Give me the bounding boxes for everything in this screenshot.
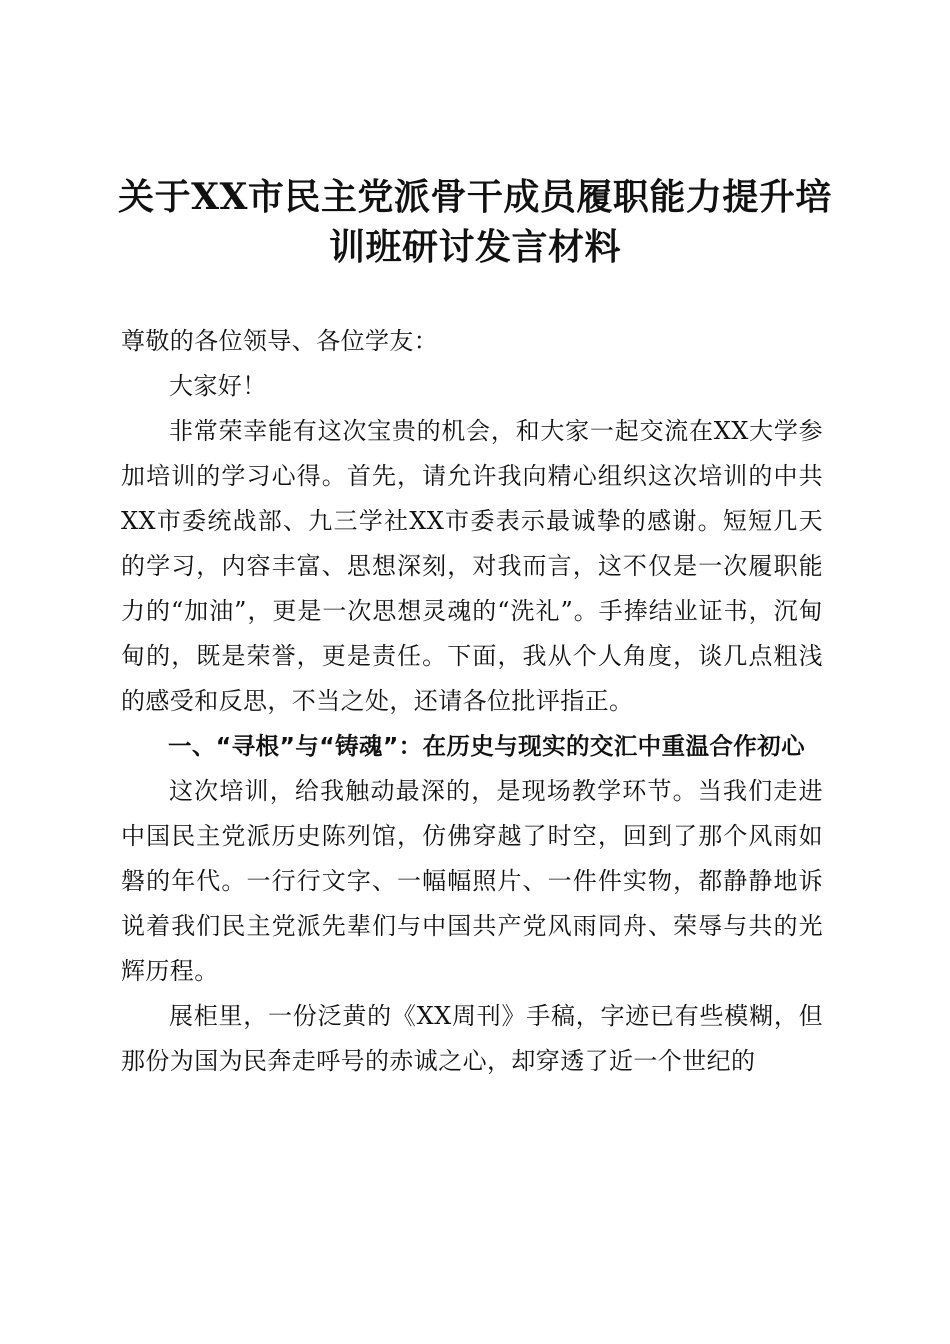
greeting: 大家好！ — [169, 372, 267, 400]
salutation: 尊敬的各位领导、各位学友： — [121, 327, 439, 355]
paragraph-site-teaching: 这次培训，给我触动最深的，是现场教学环节。当我们走进中国民主党派历史陈列馆，仿佛穿越了时空，回到了那个风雨如磐的年代。一行行文字、一幅幅照片、一件件实物，都静静地诉说着我们民主党派先辈们与中国共产党风雨同舟、荣辱与共的光辉历程。 — [121, 777, 823, 985]
section-heading-1: 一、“寻根”与“铸魂”：在历史与现实的交汇中重温合作初心 — [168, 732, 805, 760]
document-title — [100, 172, 850, 272]
document-body — [121, 319, 823, 1084]
paragraph-exhibit: 展柜里，一份泛黄的《XX周刊》手稿，字迹已有些模糊，但那份为国为民奔走呼号的赤诚之心，却穿透了近一个世纪的 — [121, 1002, 823, 1075]
title-line-2: 训班研讨发言材料 — [328, 226, 621, 268]
paragraph-intro: 非常荣幸能有这次宝贵的机会，和大家一起交流在XX大学参加培训的学习心得。首先，请允许我向精心组织这次培训的中共XX市委统战部、九三学社XX市委表示最诚挚的感谢。短短几天的学习，内容丰富、思想深刻，对我而言，这不仅是一次履职能力的“加油”，更是一次思想灵魂的“洗礼”。手捧结业证书，沉甸甸的，既是荣誉，更是责任。下面，我从个人角度，谈几点粗浅的感受和反思，不当之处，还请各位批评指正。 — [121, 417, 823, 715]
title-line-1: 关于XX市民主党派骨干成员履职能力提升培 — [118, 176, 832, 218]
